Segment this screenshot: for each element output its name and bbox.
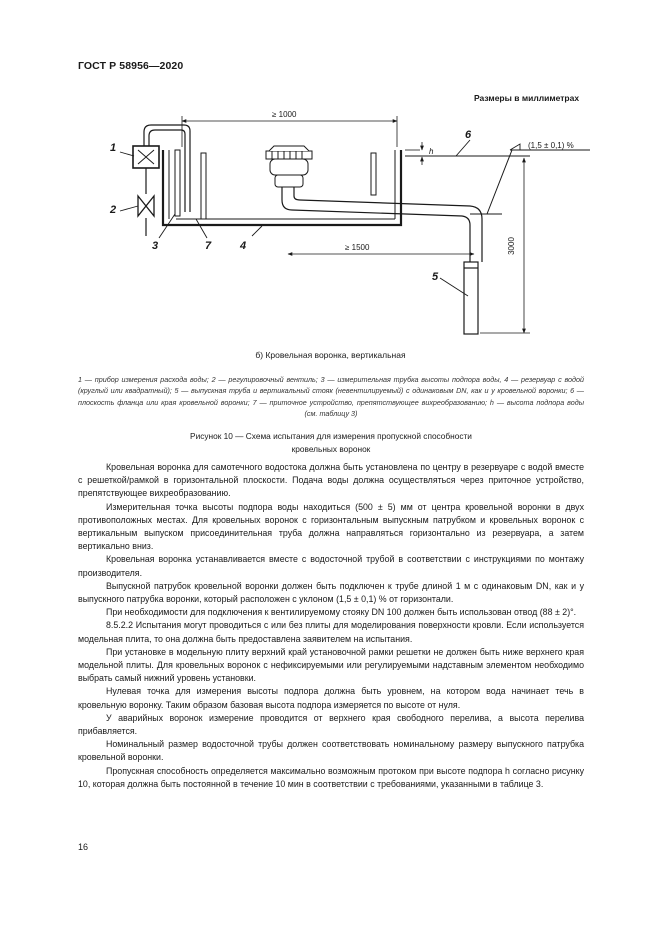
paragraph: При необходимости для подключения к вентилируемому стояку DN 100 должен быть использован отвод (88 ± 2)°. bbox=[106, 607, 577, 618]
label-1: 1 bbox=[110, 142, 117, 154]
units-note: Размеры в миллиметрах bbox=[474, 93, 580, 103]
figure-sub-caption: б) Кровельная воронка, вертикальная bbox=[255, 350, 406, 360]
paragraph: Кровельная воронка для самотечного водостока должна быть установлена по центру в резервуаре с водой вместе с решеткой/рамкой в горизонтальной плоскости. Подача воды должна осуществляться через приточное устройство, препятствующее вихреобразованию. bbox=[78, 462, 584, 499]
measuring-tube bbox=[175, 150, 180, 216]
figure-legend: 1 — прибор измерения расхода воды; 2 — регулировочный вентиль; 3 — измерительная трубка высоты подпора воды, 4 — резервуар с водой (круглый или квадратный); 5 — выпускная труба и вертикальный стояк (невентилируемый) с одинаковым DN, как и у кровельной воронки; 6 — плоскость фланца или края кровельной воронки; 7 — приточное устройство, препятствующее вихреобразованию; h — высота подпора воды (см. таблицу 3) bbox=[78, 375, 584, 419]
paragraph: Выпускной патрубок кровельной воронки должен быть подключен к трубе длиной 1 м с одинаковым DN, как и у выпускного патрубка воронки, который расположен с уклоном (1,5 ± 0,1) % от горизонтали. bbox=[78, 580, 584, 605]
roof-drain bbox=[266, 146, 312, 187]
figure-title bbox=[78, 430, 584, 455]
paragraph: Измерительная точка высоты подпора воды находиться (500 ± 5) мм от центра кровельной воронки в двух противоположных местах. Для кровельных воронок с горизонтальным выпускным патрубком и кровельных воронок с вертикальным выпуском присоединительная труба должна направляться горизонтально из резервуара, а затем вертикально вниз. bbox=[78, 501, 584, 552]
paragraph: Номинальный размер водосточной трубы должен соответствовать номинальному размеру выпускного патрубка кровельной воронки. bbox=[78, 739, 584, 763]
dimension-pipe-length-label: ≥ 1500 bbox=[345, 243, 370, 252]
figure-title-line-2: кровельных воронок bbox=[291, 443, 371, 454]
label-6: 6 bbox=[465, 129, 472, 141]
test-scheme-diagram bbox=[0, 0, 661, 350]
label-7: 7 bbox=[205, 240, 212, 252]
figure-title-line-1: Рисунок 10 — Схема испытания для измерения пропускной способности bbox=[190, 431, 472, 441]
paragraph: Кровельная воронка устанавливается вместе с водосточной трубой в соответствии с инструкциями по монтажу производителя. bbox=[78, 554, 584, 578]
body-text bbox=[78, 461, 584, 791]
dimension-height bbox=[480, 156, 530, 333]
paragraph: Нулевая точка для измерения высоты подпора должна быть уровнем, на котором вода начинает течь в кровельную воронку. Таким образом базовая высота подпора измеряется по высоте от нуля. bbox=[78, 686, 584, 710]
control-valve bbox=[138, 196, 154, 216]
dimension-h-label: h bbox=[429, 147, 434, 156]
dimension-width bbox=[182, 116, 397, 147]
label-3: 3 bbox=[152, 240, 159, 252]
paragraph: У аварийных воронок измерение проводится от верхнего края свободного перелива, а высота перелива прибавляется. bbox=[78, 712, 584, 737]
dimension-width-label: ≥ 1000 bbox=[272, 110, 297, 119]
label-4: 4 bbox=[240, 240, 247, 252]
label-2: 2 bbox=[110, 204, 117, 216]
flow-meter bbox=[133, 146, 159, 168]
slope-symbol bbox=[470, 144, 590, 214]
page-number: 16 bbox=[78, 842, 89, 852]
label-5: 5 bbox=[432, 271, 439, 283]
paragraph: При установке в модельную плиту верхний край установочной рамки решетки не должен быть ниже верхнего края модельной плиты. Для кровельных воронок с нефиксируемыми или регулируемыми надставным элементом необходимо выбрать самый нижний уровень установки. bbox=[78, 646, 584, 684]
document-header: ГОСТ Р 58956—2020 bbox=[78, 60, 184, 72]
paragraph: Пропускная способность определяется максимально возможным протоком при высоте подпора h согласно рисунку 10, которая должна быть постоянной в течение 10 мин в соответствии с требованиями, указанными в таблице 3. bbox=[78, 765, 584, 789]
paragraph: 8.5.2.2 Испытания могут проводиться с или без плиты для моделирования поверхности кровли. Если используется модельная плита, то она должна быть предоставлена заявителем на испытания. bbox=[78, 620, 584, 644]
slope-label: (1,5 ± 0,1) % bbox=[528, 141, 574, 150]
outlet-pipe bbox=[282, 187, 482, 334]
dimension-height-label: 3000 bbox=[507, 237, 516, 255]
